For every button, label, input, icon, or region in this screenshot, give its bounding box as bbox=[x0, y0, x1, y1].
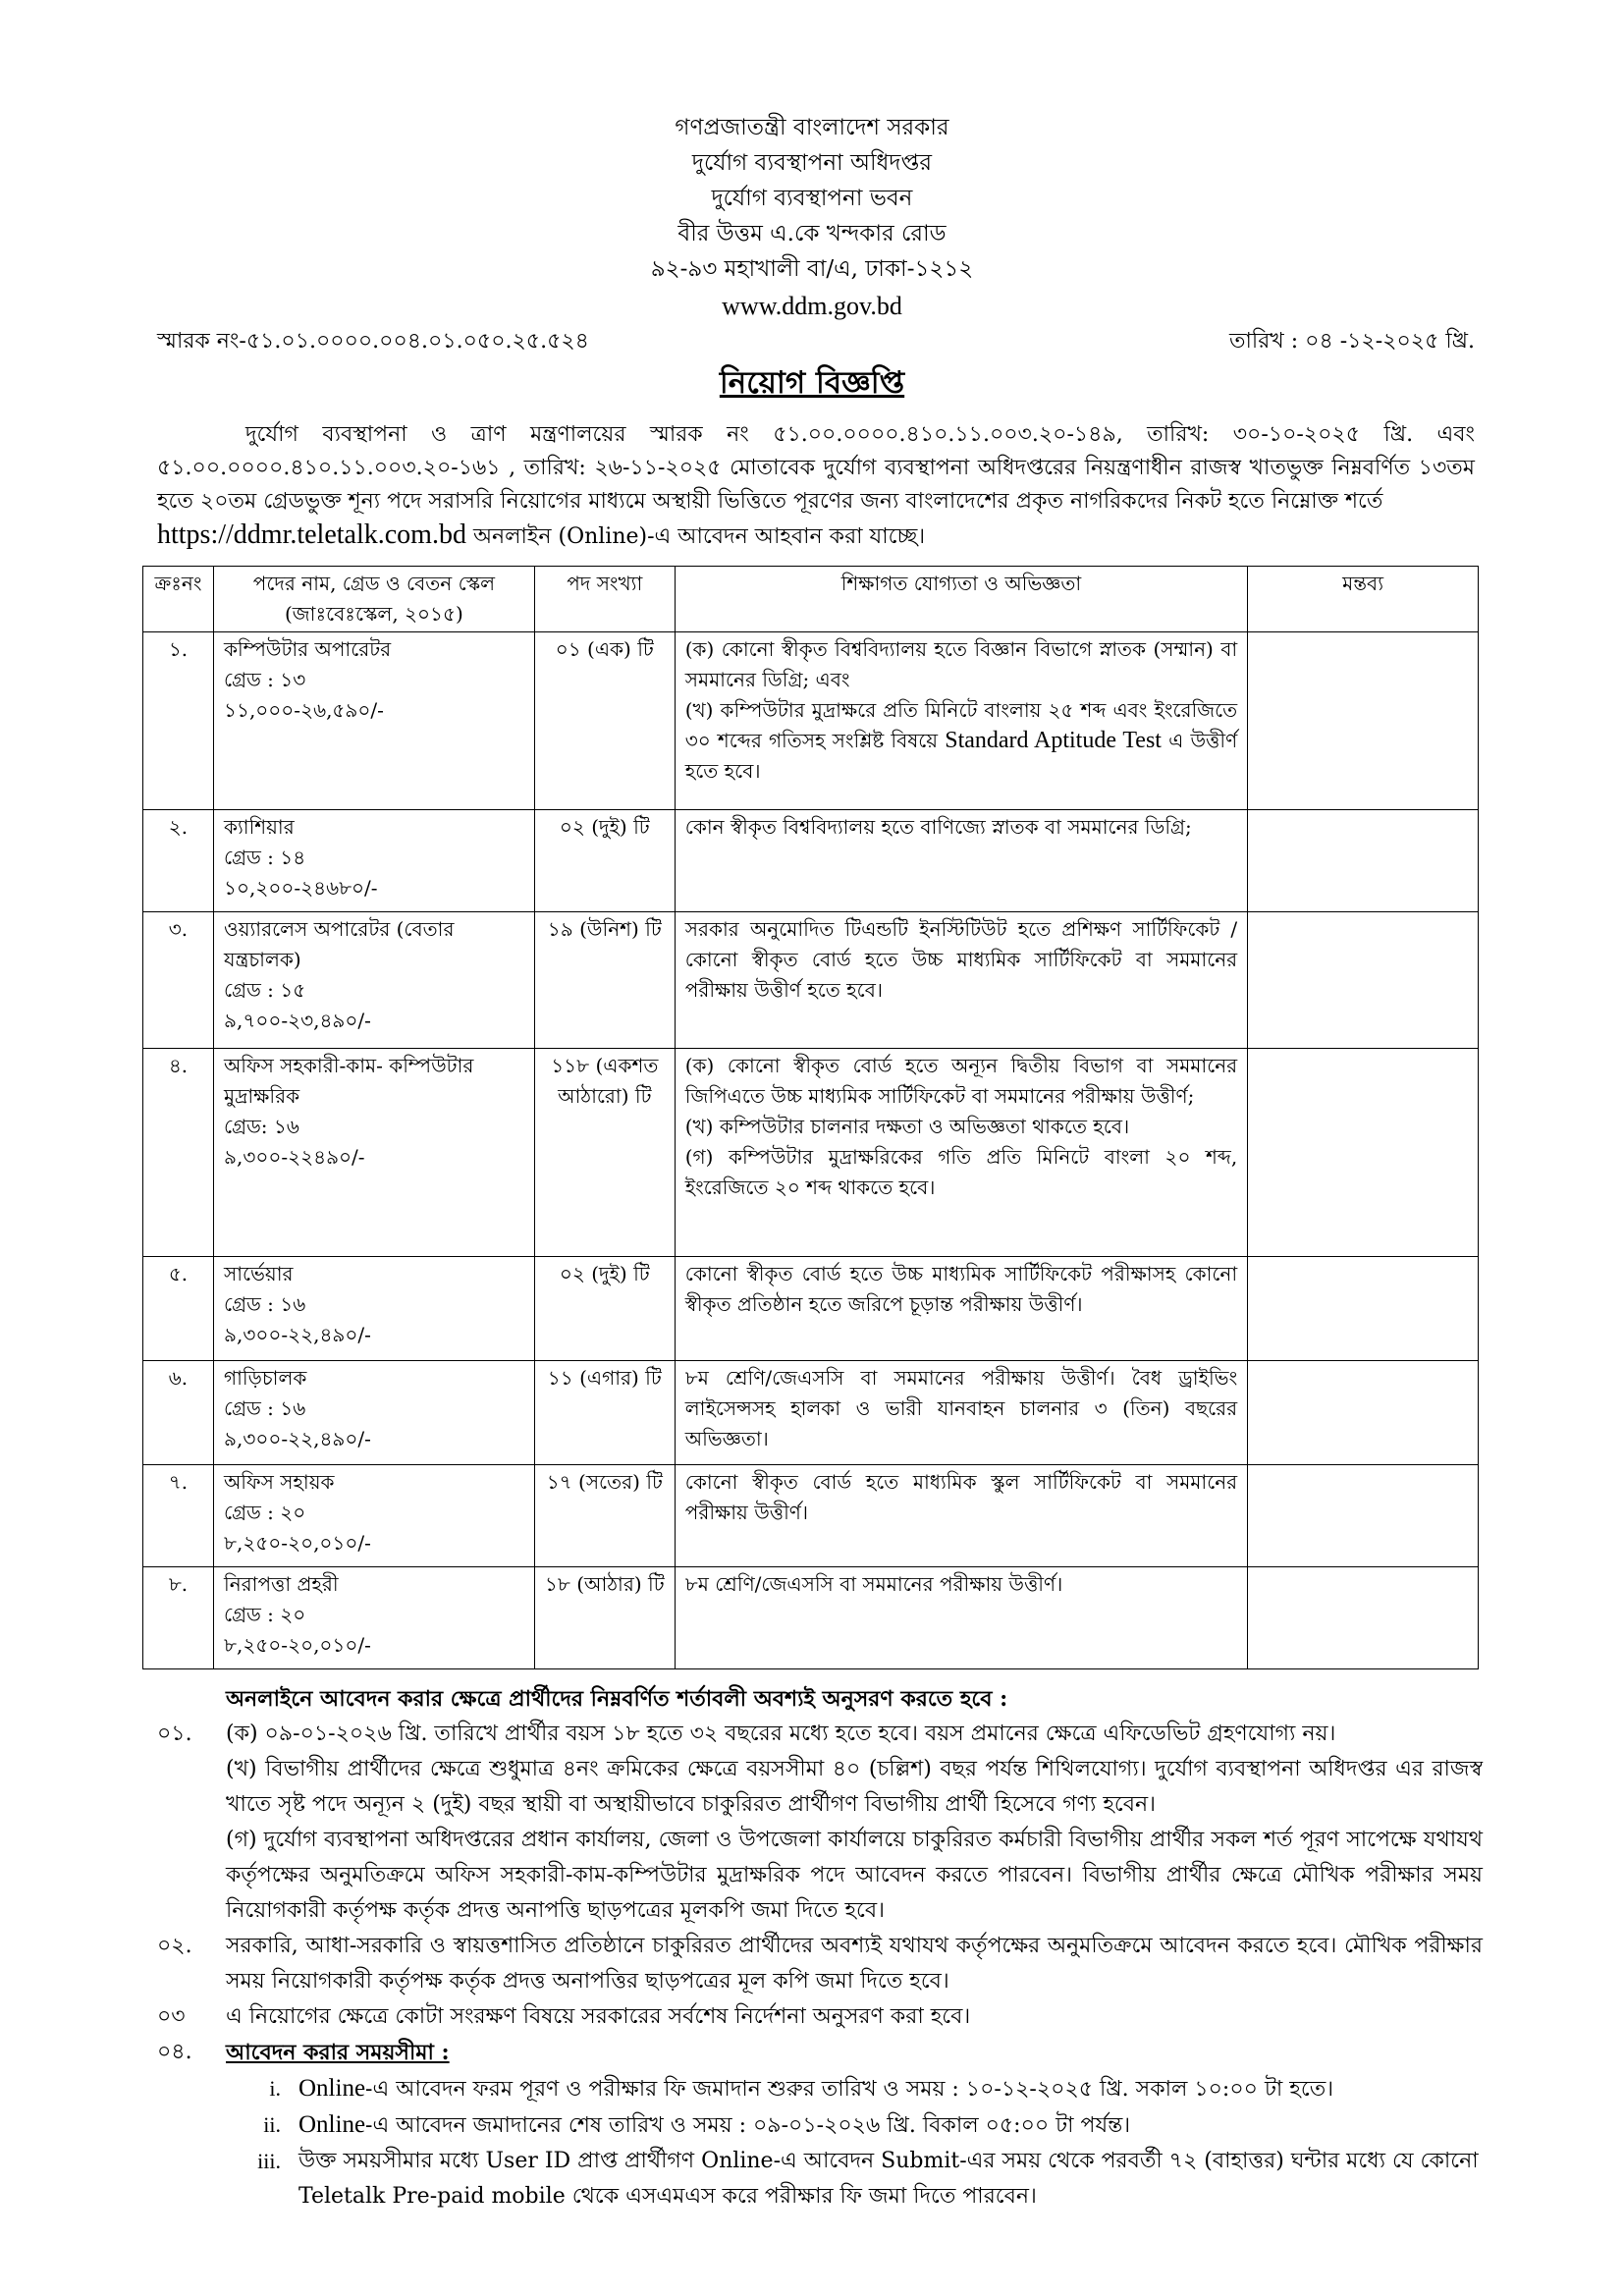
post-name: ক্যাশিয়ার bbox=[223, 815, 295, 839]
row-remarks bbox=[1248, 912, 1479, 1049]
deadline-text bbox=[298, 2107, 1483, 2144]
memo-date: তারিখ : ০৪ -১২-২০২৫ খ্রি. bbox=[1229, 329, 1475, 354]
table-row bbox=[143, 1049, 1479, 1257]
deadline-item bbox=[226, 2107, 1483, 2144]
row-count: ১১৮ (একশত আঠারো) টি bbox=[534, 1049, 675, 1257]
intro-text bbox=[157, 418, 1475, 554]
post-scale: ৯,৭০০-২৩,৪৯০/- bbox=[223, 1009, 371, 1032]
row-qualification bbox=[675, 912, 1247, 1049]
row-qualification bbox=[675, 632, 1247, 810]
qual-line: (খ) কম্পিউটার চালনার দক্ষতা ও অভিজ্ঞতা থাকতে হবে। bbox=[684, 1115, 1130, 1138]
post-name: অফিস সহায়ক bbox=[223, 1470, 335, 1494]
row-post bbox=[213, 810, 534, 912]
post-scale: ১০,২০০-২৪৬৮০/- bbox=[223, 876, 378, 900]
condition-item bbox=[157, 1999, 1483, 2035]
deadline-item bbox=[226, 2071, 1483, 2107]
deadline-number: iii. bbox=[257, 2149, 281, 2173]
post-scale: ৯,৩০০-২২,৪৯০/- bbox=[223, 1323, 371, 1346]
city-address: ৯২-৯৩ মহাখালী বা/এ, ঢাকা-১২১২ bbox=[650, 256, 974, 282]
row-post bbox=[213, 1567, 534, 1669]
qual-line: (ক) কোনো স্বীকৃত বিশ্ববিদ্যালয় হতে বিজ্ঞান বিভাগে স্নাতক (সম্মান) বা সমমানের ডিগ্রি; এবং bbox=[684, 637, 1238, 691]
row-post bbox=[213, 1361, 534, 1465]
post-grade: গ্রেড : ১৬ bbox=[223, 1292, 306, 1316]
row-qualification bbox=[675, 1465, 1247, 1567]
qual-line: কোনো স্বীকৃত বোর্ড হতে মাধ্যমিক স্কুল সার্টিফিকেট বা সমমানের পরীক্ষায় উত্তীর্ণ। bbox=[684, 1470, 1238, 1524]
row-count: ১৯ (উনিশ) টি bbox=[534, 912, 675, 1049]
post-scale: ৯,৩০০-২২,৪৯০/- bbox=[223, 1427, 371, 1450]
letterhead bbox=[0, 110, 1624, 326]
condition-text: সরকারি, আধা-সরকারি ও স্বায়ত্তশাসিত প্রতিষ্ঠানে চাকুরিরত প্রার্থীদের অবশ্যই যথাযথ কর্তৃপক্ষের অনুমতিক্রমে আবেদন করতে হবে। মৌখিক পরীক্ষার সময় নিয়োগকারী কর্তৃপক্ষ কর্তৃক প্রদত্ত অনাপত্তির ছাড়পত্রের মূল কপি জমা দিতে হবে। bbox=[226, 1934, 1483, 1994]
row-serial: ১. bbox=[143, 632, 214, 810]
table-row bbox=[143, 632, 1479, 810]
table-row bbox=[143, 1567, 1479, 1669]
post-grade: গ্রেড : ১৪ bbox=[223, 846, 306, 869]
row-remarks bbox=[1248, 1465, 1479, 1567]
post-name: নিরাপত্তা প্রহরী bbox=[223, 1572, 339, 1596]
conditions-heading: অনলাইনে আবেদন করার ক্ষেত্রে প্রার্থীদের নিম্নবর্ণিত শর্তাবলী অবশ্যই অনুসরণ করতে হবে : bbox=[226, 1686, 1008, 1712]
post-scale: ১১,০০০-২৬,৫৯০/- bbox=[223, 698, 384, 722]
intro-paragraph bbox=[157, 418, 1475, 554]
online-label: Online bbox=[298, 2111, 366, 2138]
row-count: ০২ (দুই) টি bbox=[534, 810, 675, 912]
post-grade: গ্রেড: ১৬ bbox=[223, 1115, 299, 1138]
row-post bbox=[213, 1465, 534, 1567]
post-name: সার্ভেয়ার bbox=[223, 1262, 294, 1285]
deadline-number: ii. bbox=[263, 2112, 281, 2137]
post-scale: ৯,৩০০-২২৪৯০/- bbox=[223, 1145, 365, 1169]
row-remarks bbox=[1248, 1567, 1479, 1669]
deadline-text: উক্ত সময়সীমার মধ্যে User ID প্রাপ্ত প্রার্থীগণ Online-এ আবেদন Submit-এর সময় থেকে পরবর্তী ৭২ (বাহাত্তর) ঘন্টার মধ্যে যে কোনো Teletalk Pre-paid mobile থেকে এসএমএস করে পরীক্ষার ফি জমা দিতে পারবেন। bbox=[298, 2149, 1479, 2209]
deadline-detail: -এ আবেদন ফরম পূরণ ও পরীক্ষার ফি জমাদান শুরুর তারিখ ও সময় : ১০-১২-২০২৫ খ্রি. সকাল ১০:০০ টা হতে। bbox=[365, 2077, 1334, 2102]
condition-number: ০২. bbox=[157, 1934, 192, 1958]
intro-body: দুর্যোগ ব্যবস্থাপনা ও ত্রাণ মন্ত্রণালয়ের স্মারক নং ৫১.০০.০০০০.৪১০.১১.০০৩.২০-১৪৯, তারিখ: ৩০-১০-২০২৫ খ্রি. এবং ৫১.০০.০০০০.৪১০.১১.০০৩.২০-১৬১ , তারিখ: ২৬-১১-২০২৫ মোতাবেক দুর্যোগ ব্যবস্থাপনা অধিদপ্তরের নিয়ন্ত্রণাধীন রাজস্ব খাতভুক্ত নিম্নবর্ণিত ১৩তম হতে ২০তম গ্রেডভুক্ত শূন্য পদে সরাসরি নিয়োগের মাধ্যমে অস্থায়ী ভিত্তিতে পূরণের জন্য বাংলাদেশের প্রকৃত নাগরিকদের নিকট হতে নিম্নোক্ত শর্তে bbox=[157, 422, 1475, 514]
condition-text: (খ) বিভাগীয় প্রার্থীদের ক্ষেত্রে শুধুমাত্র ৪নং ক্রমিকের ক্ষেত্রে বয়সসীমা ৪০ (চল্লিশ) বছর পর্যন্ত শিথিলযোগ্য। দুর্যোগ ব্যবস্থাপনা অধিদপ্তর এর রাজস্ব খাতে সৃষ্ট পদে অন্যূন ২ (দুই) বছর স্থায়ী বা অস্থায়ীভাবে চাকুরিরত প্রার্থীগণ বিভাগীয় প্রার্থী হিসেবে গণ্য হবেন। bbox=[226, 1757, 1483, 1817]
condition-body bbox=[226, 1717, 1483, 1929]
row-count: ০১ (এক) টি bbox=[534, 632, 675, 810]
deadline-item bbox=[226, 2144, 1483, 2214]
qual-line: (ক) কোনো স্বীকৃত বোর্ড হতে অন্যূন দ্বিতীয় বিভাগ বা সমমানের জিপিএতে উচ্চ মাধ্যমিক সার্টিফিকেট বা সমমানের পরীক্ষায় উত্তীর্ণ; bbox=[684, 1054, 1238, 1108]
qual-line: ৮ম শ্রেণি/জেএসসি বা সমমানের পরীক্ষায় উত্তীর্ণ। bbox=[684, 1572, 1063, 1596]
condition-number: ০১. bbox=[157, 1722, 192, 1746]
condition-text: (ক) ০৯-০১-২০২৬ খ্রি. তারিখে প্রার্থীর বয়স ১৮ হতে ৩২ বছরের মধ্যে হতে হবে। বয়স প্রমানের ক্ষেত্রে এফিডেভিট গ্রহণযোগ্য নয়। bbox=[226, 1722, 1336, 1746]
table-header-row bbox=[143, 567, 1479, 632]
table-row bbox=[143, 1361, 1479, 1465]
row-remarks bbox=[1248, 632, 1479, 810]
post-name: অফিস সহকারী-কাম- কম্পিউটার মুদ্রাক্ষরিক bbox=[223, 1054, 474, 1108]
qual-text: এ উত্তীর্ণ হতে হবে। bbox=[684, 729, 1238, 783]
post-name: গাড়িচালক bbox=[223, 1366, 307, 1390]
qual-line bbox=[685, 695, 1237, 787]
condition-number: ০৪. bbox=[157, 2040, 192, 2064]
govt-name: গণপ্রজাতন্ত্রী বাংলাদেশ সরকার bbox=[675, 115, 949, 140]
table-row bbox=[143, 1257, 1479, 1361]
deadline-text bbox=[298, 2071, 1483, 2107]
notice-title-text: নিয়োগ বিজ্ঞপ্তি bbox=[719, 365, 905, 401]
qual-line: সরকার অনুমোদিত টিএন্ডটি ইনস্টিটিউট হতে প্রশিক্ষণ সার্টিফিকেট / কোনো স্বীকৃত বোর্ড হতে উচ্চ মাধ্যমিক সার্টিফিকেট বা সমমানের পরীক্ষায় উত্তীর্ণ হতে হবে। bbox=[684, 917, 1238, 1002]
post-scale: ৮,২৫০-২০,০১০/- bbox=[223, 1531, 371, 1555]
memo-number: স্মারক নং-৫১.০১.০০০০.০০৪.০১.০৫০.২৫.৫২৪ bbox=[157, 329, 589, 354]
row-serial: ৫. bbox=[143, 1257, 214, 1361]
condition-body bbox=[226, 2035, 1483, 2071]
row-post bbox=[213, 912, 534, 1049]
row-qualification bbox=[675, 1257, 1247, 1361]
memo-row bbox=[157, 324, 1475, 360]
header-remarks: মন্তব্য bbox=[1248, 567, 1479, 632]
row-serial: ২. bbox=[143, 810, 214, 912]
deadline-detail: -এ আবেদন জমাদানের শেষ তারিখ ও সময় : ০৯-০১-২০২৬ খ্রি. বিকাল ০৫:০০ টা পর্যন্ত। bbox=[365, 2113, 1131, 2138]
condition-text: এ নিয়োগের ক্ষেত্রে কোটা সংরক্ষণ বিষয়ে সরকারের সর্বশেষ নির্দেশনা অনুসরণ করা হবে। bbox=[226, 2004, 971, 2029]
condition-text: (গ) দুর্যোগ ব্যবস্থাপনা অধিদপ্তরের প্রধান কার্যালয়, জেলা ও উপজেলা কার্যালয়ে চাকুরিরত কর্মচারী বিভাগীয় প্রার্থীর সকল শর্ত পূরণ সাপেক্ষে যথাযথ কর্তৃপক্ষের অনুমতিক্রমে অফিস সহকারী-কাম-কম্পিউটার মুদ্রাক্ষরিক পদে আবেদন করতে পারবেন। বিভাগীয় প্রার্থীর ক্ষেত্রে মৌখিক পরীক্ষার সময় নিয়োগকারী কর্তৃপক্ষ কর্তৃক প্রদত্ত অনাপত্তি ছাড়পত্রের মূলকপি জমা দিতে হবে। bbox=[226, 1828, 1483, 1923]
row-remarks bbox=[1248, 1049, 1479, 1257]
vacancy-table bbox=[142, 566, 1479, 1669]
row-qualification bbox=[675, 1049, 1247, 1257]
deadline-title: আবেদন করার সময়সীমা : bbox=[226, 2040, 450, 2065]
header-serial: ক্রঃনং bbox=[143, 567, 214, 632]
post-grade: গ্রেড : ১৫ bbox=[223, 978, 306, 1002]
row-count: ০২ (দুই) টি bbox=[534, 1257, 675, 1361]
row-serial: ৮. bbox=[143, 1567, 214, 1669]
table-row bbox=[143, 912, 1479, 1049]
conditions-section bbox=[157, 1681, 1483, 2214]
row-qualification bbox=[675, 1567, 1247, 1669]
qual-line: ৮ম শ্রেণি/জেএসসি বা সমমানের পরীক্ষায় উত্তীর্ণ। বৈধ ড্রাইভিং লাইসেন্সসহ হালকা ও ভারী যানবাহন চালনার ৩ (তিন) বছরের অভিজ্ঞতা। bbox=[684, 1366, 1238, 1450]
qual-text: (খ) কম্পিউটার মুদ্রাক্ষরে প্রতি মিনিটে বাংলায় ২৫ শব্দ এবং ইংরেজিতে ৩০ শব্দের গতিসহ সংশ্লিষ্ট বিষয়ে bbox=[684, 698, 1238, 752]
condition-item bbox=[157, 1717, 1483, 1929]
qual-line: (গ) কম্পিউটার মুদ্রাক্ষরিকের গতি প্রতি মিনিটে বাংলা ২০ শব্দ, ইংরেজিতে ২০ শব্দ থাকতে হবে। bbox=[684, 1145, 1238, 1199]
deadline-number: i. bbox=[269, 2076, 281, 2101]
website-link[interactable]: www.ddm.gov.bd bbox=[722, 292, 902, 320]
row-serial: ৭. bbox=[143, 1465, 214, 1567]
row-serial: ৩. bbox=[143, 912, 214, 1049]
intro-tail: অনলাইন (Online)-এ আবেদন আহবান করা যাচ্ছে। bbox=[465, 524, 926, 549]
row-remarks bbox=[1248, 1257, 1479, 1361]
row-serial: ৬. bbox=[143, 1361, 214, 1465]
table-row bbox=[143, 810, 1479, 912]
row-qualification bbox=[675, 810, 1247, 912]
header-qualification: শিক্ষাগত যোগ্যতা ও অভিজ্ঞতা bbox=[675, 567, 1247, 632]
row-serial: ৪. bbox=[143, 1049, 214, 1257]
row-remarks bbox=[1248, 1361, 1479, 1465]
post-name: কম্পিউটার অপারেটর bbox=[223, 637, 392, 661]
row-remarks bbox=[1248, 810, 1479, 912]
row-qualification bbox=[675, 1361, 1247, 1465]
row-post bbox=[213, 1257, 534, 1361]
online-label: Online bbox=[298, 2075, 366, 2102]
row-post bbox=[213, 632, 534, 810]
post-name: ওয়্যারলেস অপারেটর (বেতার যন্ত্রচালক) bbox=[223, 917, 455, 971]
condition-number: ০৩ bbox=[157, 2004, 186, 2029]
qual-line: কোন স্বীকৃত বিশ্ববিদ্যালয় হতে বাণিজ্যে স্নাতক বা সমমানের ডিগ্রি; bbox=[684, 815, 1192, 839]
road-address: বীর উত্তম এ.কে খন্দকার রোড bbox=[677, 221, 947, 246]
post-grade: গ্রেড : ২০ bbox=[223, 1603, 306, 1626]
header-count: পদ সংখ্যা bbox=[534, 567, 675, 632]
department-name: দুর্যোগ ব্যবস্থাপনা অধিদপ্তর bbox=[691, 150, 933, 176]
post-grade: গ্রেড : ১৩ bbox=[223, 668, 306, 691]
building-name: দুর্যোগ ব্যবস্থাপনা ভবন bbox=[711, 186, 913, 211]
condition-item bbox=[157, 2035, 1483, 2071]
qual-test-name: Standard Aptitude Test bbox=[945, 728, 1162, 753]
post-grade: গ্রেড : ১৬ bbox=[223, 1396, 306, 1420]
application-url[interactable]: https://ddmr.teletalk.com.bd bbox=[157, 519, 466, 550]
header-post: পদের নাম, গ্রেড ও বেতন স্কেল (জাঃবেঃস্কেল, ২০১৫) bbox=[213, 567, 534, 632]
table-row bbox=[143, 1465, 1479, 1567]
qual-line: কোনো স্বীকৃত বোর্ড হতে উচ্চ মাধ্যমিক সার্টিফিকেট পরীক্ষাসহ কোনো স্বীকৃত প্রতিষ্ঠান হতে জরিপে চূড়ান্ত পরীক্ষায় উত্তীর্ণ। bbox=[684, 1262, 1238, 1316]
row-post bbox=[213, 1049, 534, 1257]
notice-title bbox=[0, 359, 1624, 410]
condition-body bbox=[226, 1929, 1483, 1999]
row-count: ১১ (এগার) টি bbox=[534, 1361, 675, 1465]
row-count: ১৮ (আঠার) টি bbox=[534, 1567, 675, 1669]
post-grade: গ্রেড : ২০ bbox=[223, 1501, 306, 1524]
condition-item bbox=[157, 1929, 1483, 1999]
row-count: ১৭ (সতের) টি bbox=[534, 1465, 675, 1567]
condition-body bbox=[226, 1999, 1483, 2035]
post-scale: ৮,২৫০-২০,০১০/- bbox=[223, 1633, 371, 1657]
